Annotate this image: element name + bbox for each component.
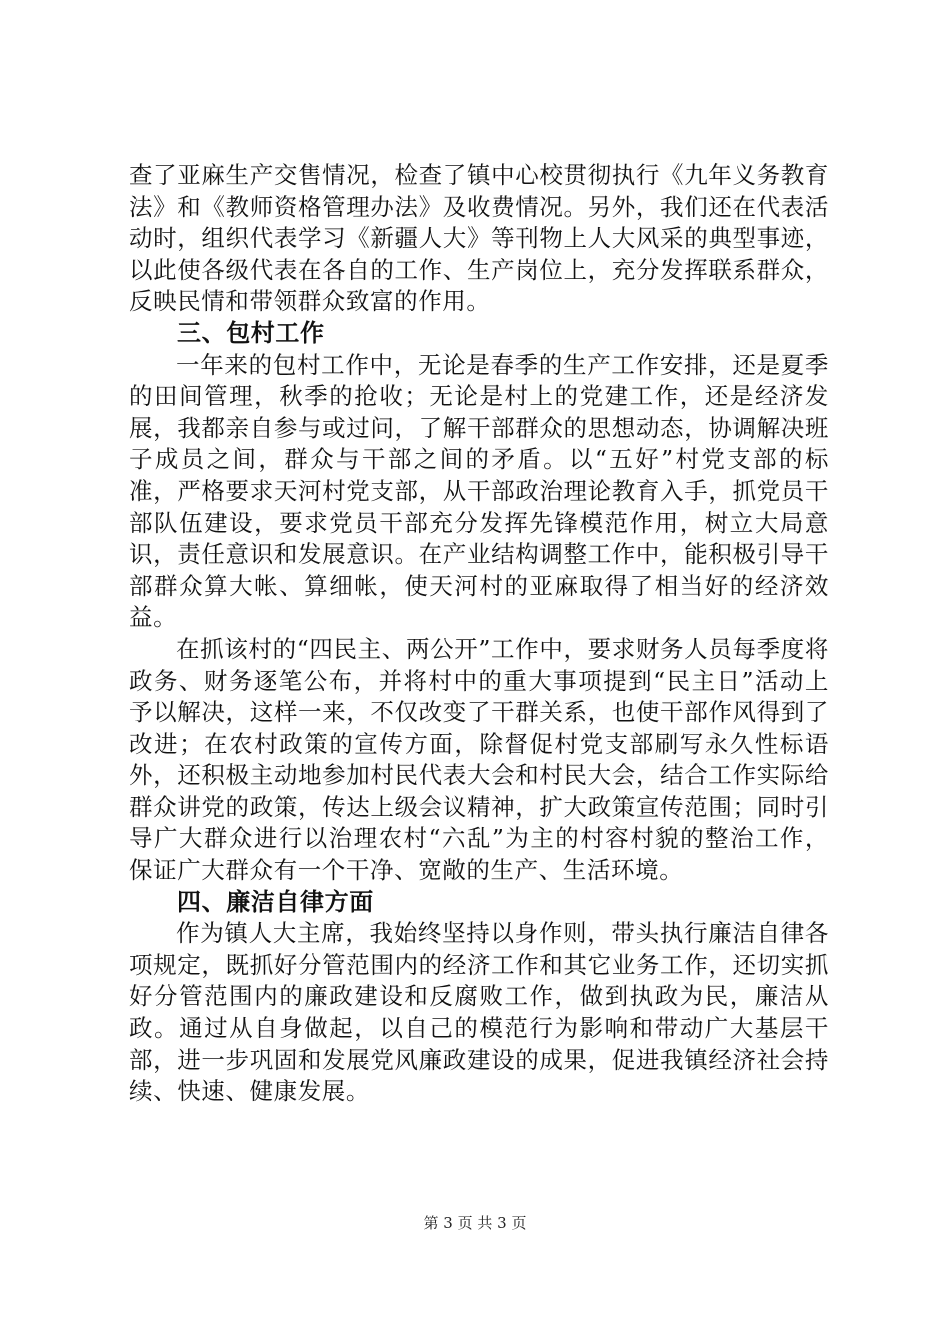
paragraph-3: 在抓该村的“四民主、两公开”工作中，要求财务人员每季度将政务、财务逐笔公布，并将村中的重大事项提到“民主日”活动上予以解决，这样一来，不仅改变了干群关系，也使干部作风得到了改进；在农村政策的宣传方面，除督促村党支部刷写永久性标语外，还积极主动地参加村民代表大会和村民大会，结合工作实际给群众讲党的政策，传达上级会议精神，扩大政策宣传范围；同时引导广大群众进行以治理农村“六乱”为主的村容村貌的整治工作，保证广大群众有一个干净、宽敞的生产、生活环境。: [129, 634, 829, 885]
page-footer: 第 3 页 共 3 页: [423, 1214, 527, 1232]
section-heading-4: 四、廉洁自律方面: [177, 887, 374, 916]
document-body: [129, 160, 829, 1108]
paragraph-1: 查了亚麻生产交售情况，检查了镇中心校贯彻执行《九年义务教育法》和《教师资格管理办法》及收费情况。另外，我们还在代表活动时，组织代表学习《新疆人大》等刊物上人大风采的典型事迹，以此使各级代表在各自的工作、生产岗位上，充分发挥联系群众，反映民情和带领群众致富的作用。: [129, 161, 829, 316]
paragraph-2: 一年来的包村工作中，无论是春季的生产工作安排，还是夏季的田间管理，秋季的抢收；无论是村上的党建工作，还是经济发展，我都亲自参与或过问，了解干部群众的思想动态，协调解决班子成员之间，群众与干部之间的矛盾。以“五好”村党支部的标准，严格要求天河村党支部，从干部政治理论教育入手，抓党员干部队伍建设，要求党员干部充分发挥先锋模范作用，树立大局意识，责任意识和发展意识。在产业结构调整工作中，能积极引导干部群众算大帐、算细帐，使天河村的亚麻取得了相当好的经济效益。: [129, 350, 829, 632]
paragraph-4: 作为镇人大主席，我始终坚持以身作则，带头执行廉洁自律各项规定，既抓好分管范围内的经济工作和其它业务工作，还切实抓好分管范围内的廉政建设和反腐败工作，做到执政为民，廉洁从政。通过从自身做起，以自己的模范行为影响和带动广大基层干部，进一步巩固和发展党风廉政建设的成果，促进我镇经济社会持续、快速、健康发展。: [129, 919, 829, 1106]
section-heading-3: 三、包村工作: [177, 318, 325, 347]
